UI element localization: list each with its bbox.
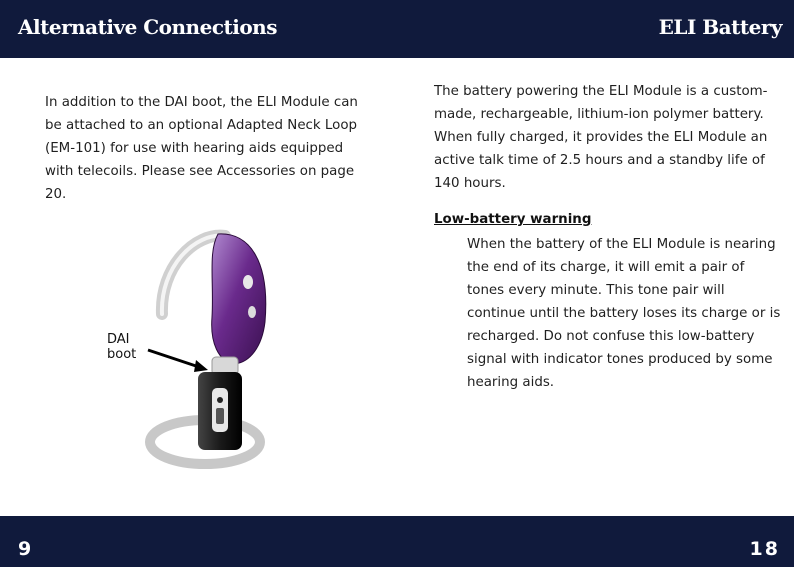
callout-line-1: DAI bbox=[107, 332, 130, 347]
right-page-number: 18 bbox=[749, 538, 780, 560]
left-page-number: 9 bbox=[18, 538, 32, 560]
battery-paragraph: The battery powering the ELI Module is a custom-made, rechargeable, lithium-ion polymer battery. When fully charged, it provides the ELI Module an active talk time of 2.5 hours and a standby life of 140 hours. bbox=[434, 84, 768, 191]
callout-arrow bbox=[148, 350, 202, 368]
footer-bar bbox=[0, 516, 794, 567]
left-page-title: Alternative Connections bbox=[18, 15, 277, 39]
low-battery-paragraph: When the battery of the ELI Module is nearing the end of its charge, it will emit a pair of tones every minute. This tone pair will continue until the battery loses its charge or is recharged. Do not confuse this low-battery signal with indicator tones produced by some hearing aids. bbox=[467, 237, 781, 390]
left-paragraph: In addition to the DAI boot, the ELI Module can be attached to an optional Adapted Neck Loop (EM-101) for use with hearing aids equipped with telecoils. Please see Accessories on page 20. bbox=[45, 95, 358, 202]
right-page-title: ELI Battery bbox=[658, 15, 782, 39]
callout-line-2: boot bbox=[107, 347, 137, 362]
low-battery-heading: Low-battery warning bbox=[434, 212, 592, 227]
hearing-aid-body bbox=[212, 234, 266, 364]
header-bar bbox=[0, 0, 794, 58]
dai-boot-callout bbox=[107, 332, 136, 362]
